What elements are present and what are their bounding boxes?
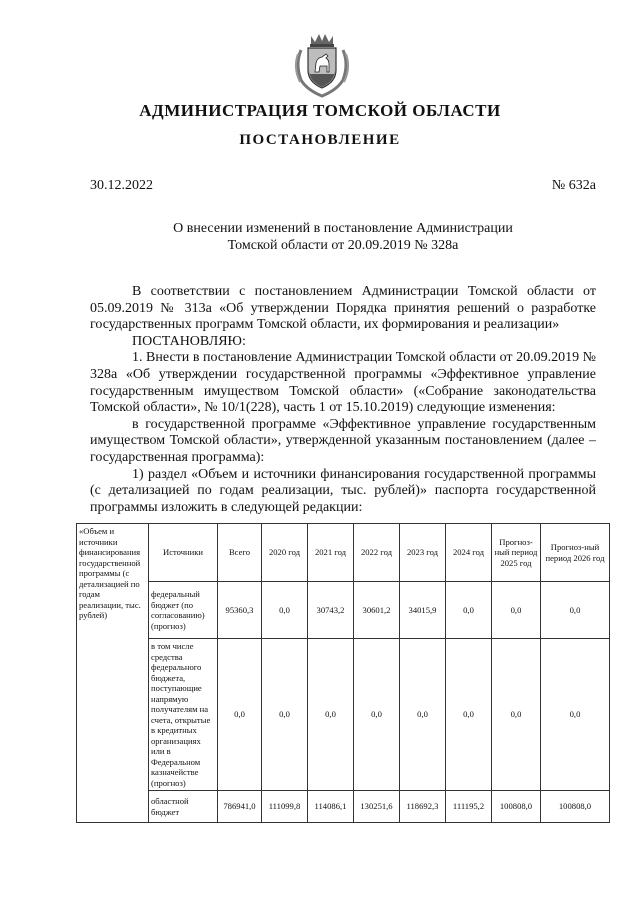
value-cell: 100808,0 [541,791,610,823]
header-cell: 2021 год [308,524,354,582]
value-cell: 0,0 [446,639,492,791]
document-type: ПОСТАНОВЛЕНИЕ [239,132,401,148]
document-subject [90,220,596,254]
value-cell: 114086,1 [308,791,354,823]
value-cell: 0,0 [446,582,492,639]
document-date: 30.12.2022 [90,178,153,193]
section-label: «Объем и источники финансирования государственной программы (с детализацией по годам реализации, тыс. рублей) [77,524,149,823]
value-cell: 0,0 [492,639,541,791]
header-cell: 2024 год [446,524,492,582]
value-cell: 0,0 [354,639,400,791]
source-cell: в том числе средства федерального бюджета, поступающие напрямую получателям на счета, открытые в кредитных организациях или в Федеральном казначействе (прогноз) [149,639,218,791]
header-cell: 2020 год [262,524,308,582]
table-row [77,791,610,823]
tomsk-coat-of-arms-icon [293,30,351,98]
header-cell: 2023 год [400,524,446,582]
value-cell: 30601,2 [354,582,400,639]
source-cell: федеральный бюджет (по согласованию) (прогноз) [149,582,218,639]
value-cell: 34015,9 [400,582,446,639]
value-cell: 0,0 [541,582,610,639]
header-cell: Прогноз-ный период 2025 год [492,524,541,582]
paragraph-program: в государственной программе «Эффективное управление государственным имуществом Томской области», утвержденной указанным постановлением (далее – государственная программа): [90,416,596,465]
header-cell: Прогноз-ный период 2026 год [541,524,610,582]
value-cell: 111099,8 [262,791,308,823]
organization-title: АДМИНИСТРАЦИЯ ТОМСКОЙ ОБЛАСТИ [139,101,501,120]
value-cell: 95360,3 [218,582,262,639]
value-cell: 0,0 [262,639,308,791]
value-cell: 0,0 [492,582,541,639]
header-cell: Источники [149,524,218,582]
table-header-row [77,524,610,582]
paragraph-item-1: 1. Внести в постановление Администрации Томской области от 20.09.2019 № 328а «Об утверждении государственной программы «Эффективное управление государственным имуществом Томской области» («Собрание законодательства Томской области», № 10/1(228), часть 1 от 15.10.2019) следующие изменения: [90,350,596,416]
value-cell: 0,0 [308,639,354,791]
source-cell: областной бюджет [149,791,218,823]
value-cell: 118692,3 [400,791,446,823]
document-body [90,284,596,516]
paragraph-basis: В соответствии с постановлением Администрации Томской области от 05.09.2019 № 313а «Об утверждении Порядка принятия решений о разработке государственных программ Томской области, их формирования и реализации» [90,284,596,333]
header-cell: 2022 год [354,524,400,582]
value-cell: 111195,2 [446,791,492,823]
value-cell: 786941,0 [218,791,262,823]
subject-line-2: Томской области от 20.09.2019 № 328а [227,238,459,253]
resolve-word: ПОСТАНОВЛЯЮ: [132,333,246,349]
value-cell: 0,0 [541,639,610,791]
value-cell: 30743,2 [308,582,354,639]
subject-line-1: О внесении изменений в постановление Администрации [173,221,513,236]
value-cell: 0,0 [400,639,446,791]
value-cell: 100808,0 [492,791,541,823]
value-cell: 0,0 [262,582,308,639]
document-number: № 632а [551,178,596,193]
header-cell: Всего [218,524,262,582]
table-row [77,639,610,791]
value-cell: 130251,6 [354,791,400,823]
paragraph-section: 1) раздел «Объем и источники финансирования государственной программы (с детализацией по годам реализации, тыс. рублей)» паспорта государственной программы изложить в следующей редакции: [90,466,596,515]
table-row [77,582,610,639]
financing-table [76,523,610,823]
value-cell: 0,0 [218,639,262,791]
